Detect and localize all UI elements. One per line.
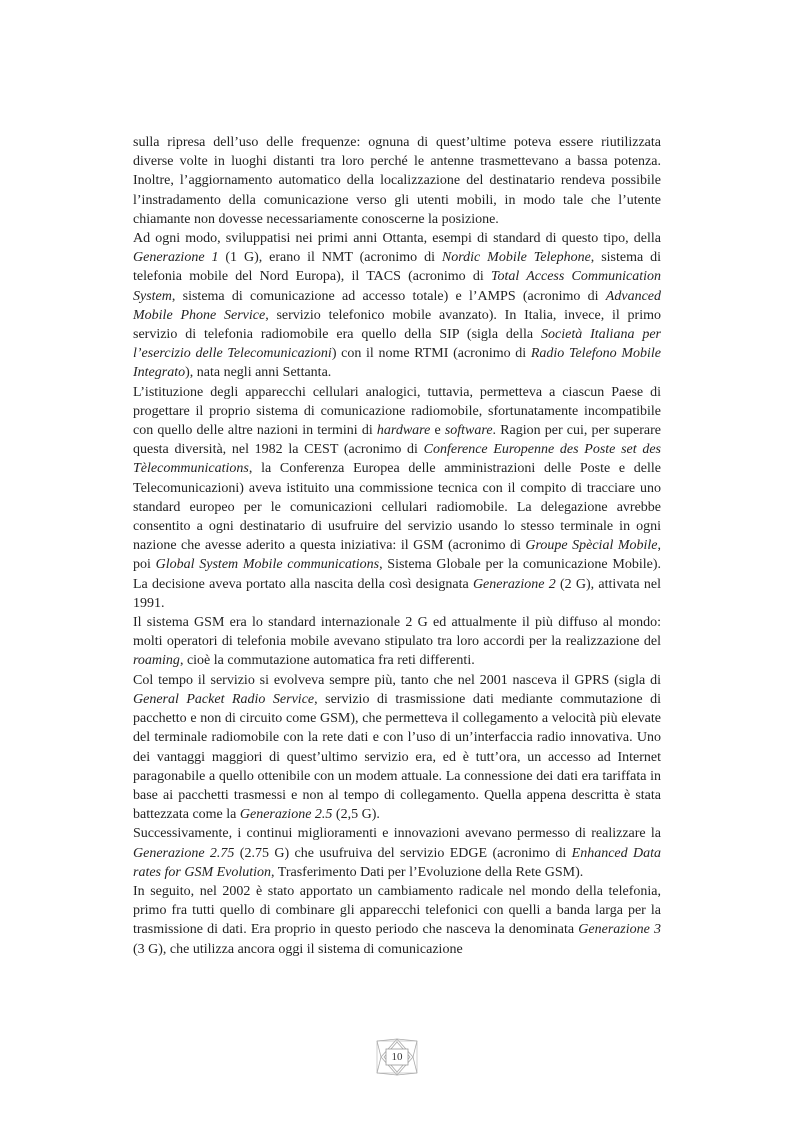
text-run: (3 G), che utilizza ancora oggi il sistema di comunicazione xyxy=(133,941,463,957)
text-run: In seguito, nel 2002 è stato apportato un cambiamento radicale nel mondo della telefonia, primo fra tutti quello di combinare gli apparecchi telefonici con quelli a banda larga per la trasmissione di dati. Era proprio in questo periodo che nasceva la denominata xyxy=(133,883,661,938)
text-run: , Trasferimento Dati per l’Evoluzione della Rete GSM). xyxy=(271,864,584,880)
italic-term: Generazione 2.5 xyxy=(239,807,333,823)
text-run: (1 G), erano il NMT (acronimo di xyxy=(218,250,442,266)
italic-term: Generazione 3 xyxy=(578,922,661,938)
text-run: , servizio telefonico mobile avanzato). In Italia, invece, il primo servizio di telefonia radiomobile era quello della SIP (sigla della xyxy=(133,307,661,343)
italic-term: Total Access Communication System xyxy=(133,269,661,304)
text-run: e xyxy=(430,423,445,439)
italic-term: Conference Europenne des Poste set des Tèlecommunications xyxy=(133,442,661,477)
italic-term: Generazione 2.75 xyxy=(133,845,235,861)
text-run: Col tempo il servizio si evolveva sempre più, tanto che nel 2001 nasceva il GPRS (sigla di xyxy=(133,672,661,688)
text-run: sulla ripresa dell’uso delle frequenze: ognuna di quest’ultime poteva essere riutilizzata diverse volte in luoghi distanti tra loro perché le antenne trasmettevano a bassa potenza. Inoltre, l’aggiornamento automatico della localizzazione del destinatario rendeva possibile l’instradamento della comunicazione verso gli utenti mobili, in modo tale che l’utente chiamante non dovesse necessariamente conoscerne la posizione. xyxy=(133,135,661,227)
page-number: 10 xyxy=(391,1051,403,1063)
italic-term: Generazione 1 xyxy=(133,250,219,266)
text-run: , cioè la commutazione automatica fra reti differenti. xyxy=(179,653,475,669)
text-run: L’istituzione degli apparecchi cellulari analogici, tuttavia, permetteva a ciascun Paese di progettare il proprio sistema di comunicazione radiomobile, sfortunatamente incompatibile con quello delle altre nazioni in termini di xyxy=(133,384,661,439)
italic-term: Global System Mobile communications xyxy=(155,557,380,573)
paragraph xyxy=(133,133,661,229)
text-run: Successivamente, i continui miglioramenti e innovazioni avevano permesso di realizzare la xyxy=(133,826,661,842)
text-run: Ad ogni modo, sviluppatisi nei primi anni Ottanta, esempi di standard di questo tipo, della xyxy=(133,231,661,247)
paragraph xyxy=(133,613,661,671)
text-run: (2 G), attivata nel 1991. xyxy=(133,576,661,611)
paragraph xyxy=(133,671,661,825)
italic-term: Generazione 2 xyxy=(472,576,556,592)
text-run: ) con il nome RTMI (acronimo di xyxy=(331,346,531,362)
italic-term: Enhanced Data rates for GSM Evolution xyxy=(133,845,662,880)
italic-term: Radio Telefono Mobile Integrato xyxy=(133,346,662,381)
italic-term: Groupe Spècial Mobile xyxy=(525,538,658,554)
body-text xyxy=(133,133,661,959)
paragraph xyxy=(133,229,661,383)
text-run: , sistema di telefonia mobile del Nord Europa), il TACS (acronimo di xyxy=(133,250,661,285)
italic-term: Nordic Mobile Telephone xyxy=(441,250,591,266)
italic-term: Società Italiana per l’esercizio delle Telecomunicazioni xyxy=(133,327,661,362)
text-run: ), nata negli anni Settanta. xyxy=(185,365,332,381)
paragraph xyxy=(133,882,661,959)
italic-term: hardware xyxy=(376,423,431,439)
text-run: . Ragion per cui, per superare questa diversità, nel 1982 la CEST (acronimo di xyxy=(133,423,661,458)
text-run: (2.75 G) che usufruiva del servizio EDGE (acronimo di xyxy=(234,845,572,861)
text-run: , la Conferenza Europea delle amministrazioni delle Poste e delle Telecomunicazioni) aveva istituito una commissione tecnica con il compito di tracciare uno standard europeo per le comunicazioni cellulari radiomobile. La delegazione avrebbe consentito a ogni destinatario di usufruire del servizio usando lo stesso terminale in ogni nazione che avesse aderito a questa iniziativa: il GSM (acronimo di xyxy=(133,461,661,554)
italic-term: General Packet Radio Service xyxy=(133,691,315,707)
paragraph xyxy=(133,824,661,882)
paragraph xyxy=(133,383,661,613)
text-run: , poi xyxy=(133,538,661,573)
italic-term: Advanced Mobile Phone Service xyxy=(133,288,661,323)
text-run: , servizio di trasmissione dati mediante commutazione di pacchetto e non di circuito come GSM), che permetteva il collegamento a velocità più elevate del terminale radiomobile con la rete dati e con l’uso di un’interfaccia radio innovativa. Uno dei vantaggi maggiori di quest’ultimo servizio era, ed è tutt’ora, un accesso ad Internet paragonabile a quello ottenibile con un modem attuale. La connessione dei dati era tariffata in base ai pacchetti trasmessi e non al tempo di collegamento. Quella appena descritta è stata battezzata come la xyxy=(133,691,661,823)
text-run: , sistema di comunicazione ad accesso totale) e l’AMPS (acronimo di xyxy=(171,288,606,304)
italic-term: software xyxy=(444,423,493,439)
text-run: Il sistema GSM era lo standard internazionale 2 G ed attualmente il più diffuso al mondo: molti operatori di telefonia mobile avevano stipulato tra loro accordi per la realizzazione del xyxy=(133,615,661,650)
page-footer xyxy=(373,1037,421,1077)
italic-term: roaming xyxy=(133,653,180,669)
text-run: , Sistema Globale per la comunicazione Mobile). La decisione aveva portato alla nascita della così designata xyxy=(133,557,661,592)
text-run: (2,5 G). xyxy=(332,807,380,823)
